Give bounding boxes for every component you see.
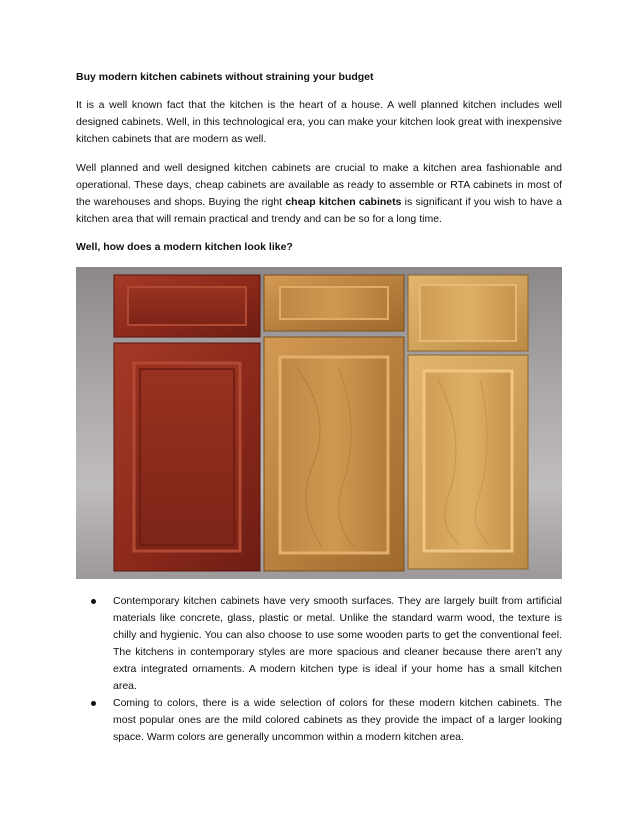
bullet-icon bbox=[91, 599, 96, 604]
bullet-text: Contemporary kitchen cabinets have very smooth surfaces. They are largely built from artificial materials like concrete, glass, plastic or metal. Unlike the standard warm wood, the texture is chilly and hygienic. You can also choose to use some wooden parts to get the conventional feel. The kitchens in contemporary styles are more spacious and cleaner because there aren’t any extra integrated ornaments. A modern kitchen type is ideal if your home has a small kitchen area. bbox=[113, 595, 562, 692]
cherry-cabinet-door bbox=[114, 275, 260, 571]
light-oak-cabinet-door bbox=[408, 275, 528, 569]
rta-paragraph bbox=[76, 160, 562, 228]
cabinet-doors-photo bbox=[76, 267, 562, 579]
cheap-kitchen-cabinets-keyword: cheap kitchen cabinets bbox=[285, 196, 402, 208]
medium-oak-cabinet-door bbox=[264, 275, 404, 571]
intro-paragraph: It is a well known fact that the kitchen is the heart of a house. A well planned kitchen includes well designed cabinets. Well, in this technological era, you can make your kitchen look great with inexpensive kitchen cabinets that are modern as well. bbox=[76, 99, 562, 145]
bullet-text: Coming to colors, there is a wide selection of colors for these modern kitchen cabinets. The most popular ones are the mild colored cabinets as they provide the impact of a larger looking space. Warm colors are generally uncommon within a modern kitchen area. bbox=[113, 697, 562, 743]
cabinet-doors-illustration bbox=[76, 267, 562, 579]
list-item bbox=[76, 695, 562, 746]
rta-paragraph-text-2: is significant if you wish to have a kitchen area that will remain practical and trendy and can be so for a long time. bbox=[76, 196, 562, 225]
document-title: Buy modern kitchen cabinets without straining your budget bbox=[76, 71, 374, 83]
bullet-icon bbox=[91, 701, 96, 706]
section-heading: Well, how does a modern kitchen look like? bbox=[76, 241, 293, 253]
document-body bbox=[76, 70, 562, 746]
feature-bullet-list bbox=[76, 593, 562, 746]
rta-paragraph-text-1: Well planned and well designed kitchen cabinets are crucial to make a kitchen area fashionable and operational. These days, cheap cabinets are available as ready to assemble or RTA cabinets in most of the warehouses and shops. Buying the right bbox=[76, 162, 562, 208]
list-item bbox=[76, 593, 562, 695]
